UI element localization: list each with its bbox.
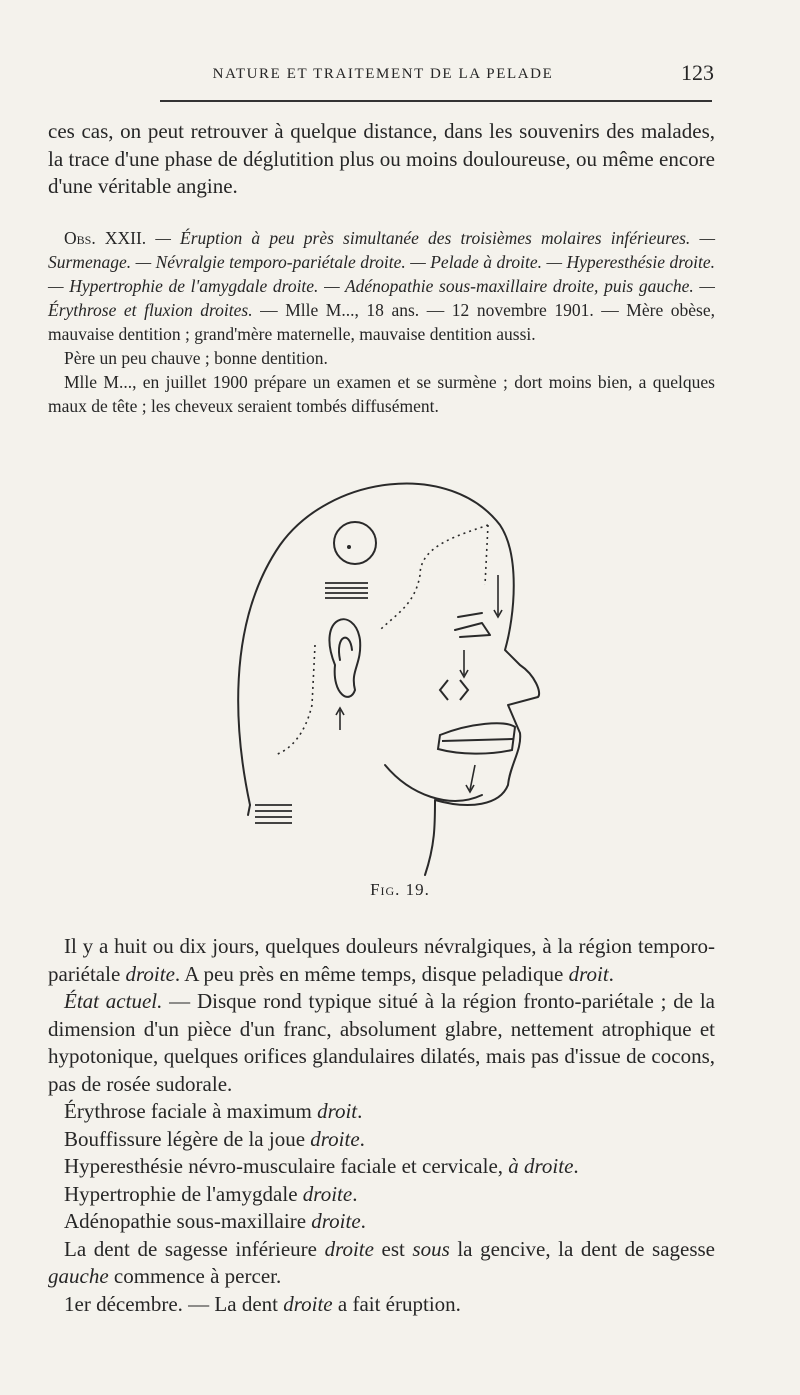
observation-heading [48,226,715,346]
ear-inner [339,638,352,660]
eye [455,623,490,637]
figure-head-profile [220,465,560,885]
italic-run: droite [310,1126,360,1151]
dotted-zone [275,525,488,755]
paragraph-neuralgia [48,933,715,988]
hatch-neck [255,805,292,823]
text-run: Hyperesthésie névro-musculaire faciale et cervicale, [64,1154,509,1178]
line-adenopathie: Adénopathie sous-maxillaire droite. [64,1209,366,1233]
text-run: Érythrose faciale à maximum [64,1099,318,1123]
italic-run: droite [324,1236,374,1261]
observation-history: Mlle M..., en juillet 1900 prépare un examen et se surmène ; dort moins bien, a quelques maux de tête ; les cheveux seraient tombés diffusément. [48,372,715,416]
italic-run: à droite [508,1154,574,1178]
mouth-teeth [438,723,515,753]
intro-paragraph: ces cas, on peut retrouver à quelque distance, dans les souvenirs des malades, la trace d'une phase de déglutition plus ou moins douloureuse, ou même encore d'une véritable angine. [48,119,715,198]
paragraph-last [48,1291,715,1319]
line-erythrose: Érythrose faciale à maximum droit. [64,1099,363,1123]
text-run: Hypertrophie de l'amygdale [64,1181,303,1206]
paragraph-dent-sagesse [48,1236,715,1291]
text-run: La dent de sagesse inférieure [64,1236,325,1261]
pelade-disc [334,522,376,564]
back-neck [248,805,250,815]
italic-run: droite [283,1291,333,1316]
head-profile-illustration [220,465,560,885]
etat-label: État actuel. [64,989,163,1013]
text-run: . A peu près en même temps, disque peladique [174,961,569,986]
etat-text: — Disque rond typique situé à la région fronto-pariétale ; de la dimension d'un pièce d'un franc, absolument glabre, nettement atrophique et hypotonique, quelques orifices glandulaires dilatés, mais pas d'issue de cocons, pas de rosée sudorale. [48,989,716,1096]
page-header [48,62,718,88]
line-hyperesthesie: Hyperesthésie névro-musculaire faciale et cervicale, à droite. [64,1154,579,1178]
paragraph-etat-actuel [48,988,715,1098]
text-run: 1er décembre. — La dent [64,1291,284,1316]
line-bouffissure: Bouffissure légère de la joue droite. [64,1126,365,1151]
italic-run: droit [317,1099,358,1123]
observation-father: Père un peu chauve ; bonne dentition. [64,348,328,368]
observation-patient: — Mlle M..., 18 ans. — 12 novembre 1901. — Mère obèse, mauvaise dentition ; grand'mère maternelle, mauvaise dentition aussi. [48,300,716,344]
italic-run: droit [568,961,609,986]
italic-run: droite [125,961,175,986]
observation-section [48,226,715,418]
text-run: a fait éruption. [332,1291,461,1316]
text-run: est [373,1236,413,1261]
chin-line [385,765,482,801]
brow [458,613,482,617]
text-run: . [608,961,614,986]
continuation-section [48,933,715,1318]
text-run: Bouffissure légère de la joue [64,1126,311,1151]
page-number: 123 [681,60,714,85]
italic-run: gauche [48,1264,109,1288]
text-run: Adénopathie sous-maxillaire [64,1209,312,1233]
nasal-marks [440,680,468,700]
italic-run: droite [302,1181,353,1206]
figure-caption: Fig. 19. [370,880,430,899]
intro-section [48,118,715,201]
observation-title: — Éruption à peu près simultanée des troisièmes molaires inférieures. — Surmenage. — Névralgie temporo-pariétale droite. — Pelade à droite. — Hyperesthésie droite. — Hypertrophie de l'amygdale droite. — Adénopathie sous-maxillaire droite, puis gauche. — Érythrose et fluxion droites. [48,228,715,320]
running-title: NATURE ET TRAITEMENT DE LA PELADE [212,66,554,82]
text-run: la gencive, la dent de sagesse [449,1236,715,1261]
arrows [336,575,502,792]
line-hypertrophie: Hypertrophie de l'amygdale droite. [64,1181,358,1206]
italic-run: droite [311,1209,361,1233]
text-run: commence à percer. [108,1264,282,1288]
hatch-temple [325,583,368,598]
ear-outline [329,619,360,697]
observation-label: Obs. XXII. [64,228,147,248]
text-run: Il y a huit ou dix jours, quelques douleurs névralgiques, à la région temporo-pariétale [48,934,715,986]
italic-run: sous [412,1236,450,1261]
header-rule [160,100,712,102]
